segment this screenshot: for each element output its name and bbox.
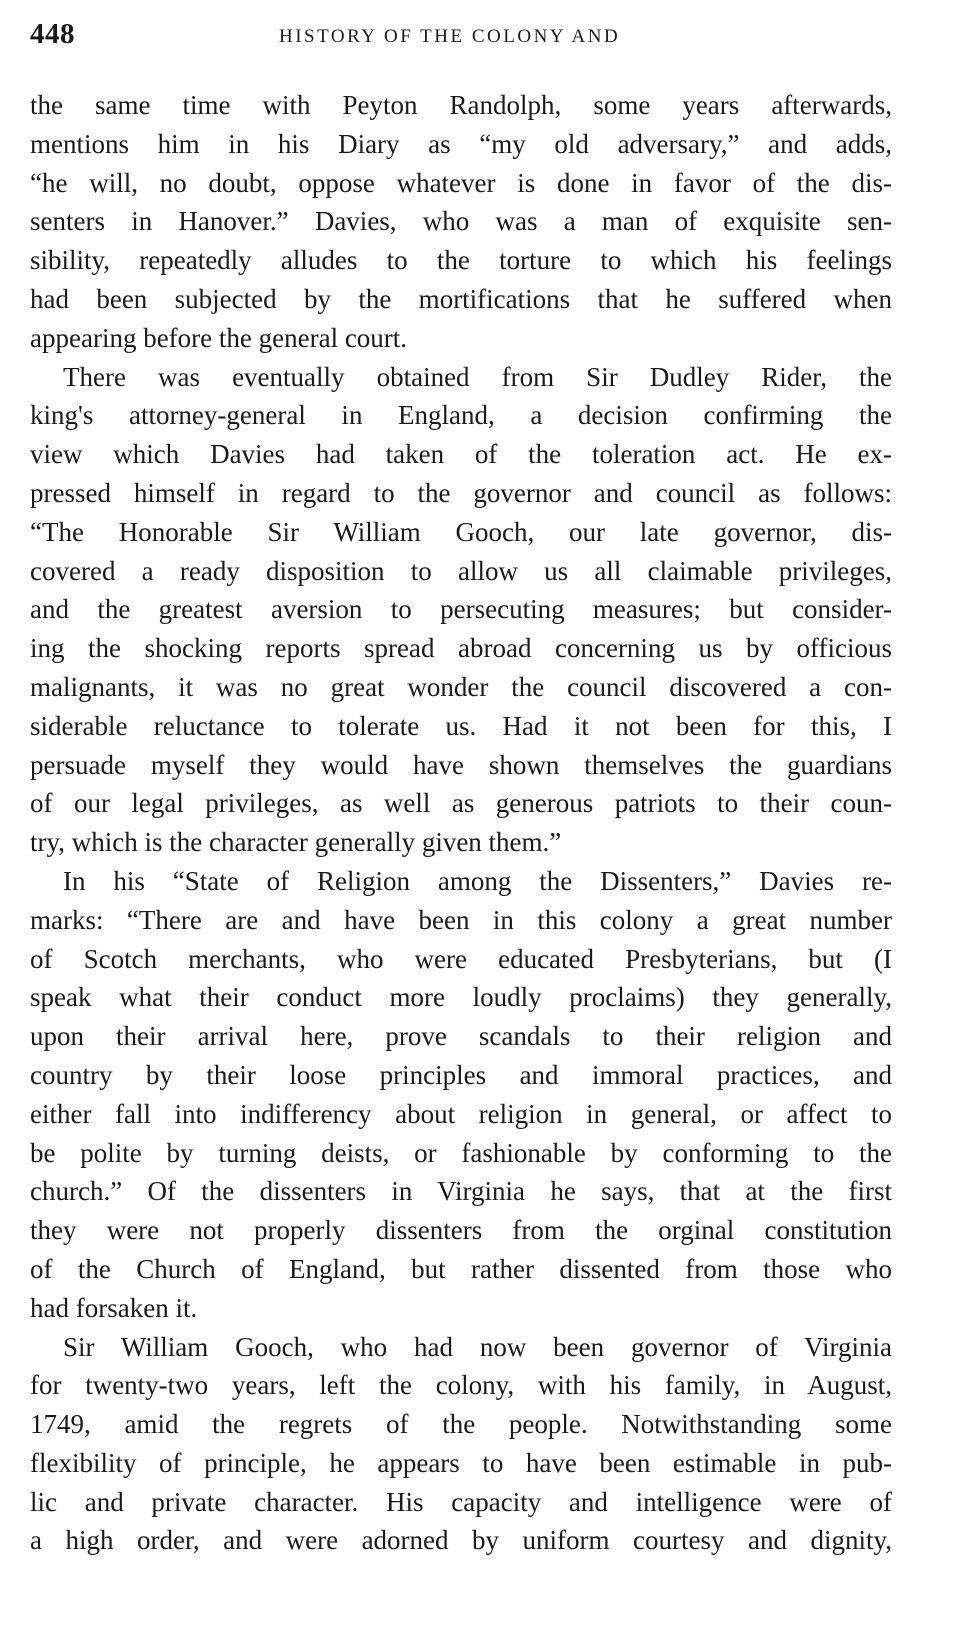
text-line: the same time with Peyton Randolph, some years afterwards,: [30, 90, 892, 120]
paragraph: [30, 358, 892, 862]
text-line: and the greatest aversion to persecuting measures; but consider-: [30, 594, 892, 625]
text-line: mentions him in his Diary as “my old adversary,” and adds,: [30, 128, 892, 159]
paragraph: [30, 86, 892, 358]
text-line: sibility, repeatedly alludes to the torture to which his feelings: [30, 245, 892, 276]
text-line: of the Church of England, but rather dissented from those who: [30, 1253, 892, 1284]
text-line: There was eventually obtained from Sir Dudley Rider, the: [63, 361, 892, 392]
text-line: covered a ready disposition to allow us all claimable privileges,: [30, 555, 892, 586]
text-line: church.” Of the dissenters in Virginia he says, that at the first: [30, 1176, 892, 1207]
text-line: appearing before the general court.: [30, 322, 408, 353]
text-line: a high order, and were adorned by uniform courtesy and dignity,: [30, 1525, 892, 1556]
text-line: pressed himself in regard to the governor and council as follows:: [30, 477, 892, 508]
text-line: persuade myself they would have shown themselves the guardians: [30, 749, 892, 780]
text-line: speak what their conduct more loudly proclaims) they generally,: [30, 982, 892, 1013]
text-line: for twenty-two years, left the colony, with his family, in August,: [30, 1370, 892, 1401]
text-line: 1749, amid the regrets of the people. Notwithstanding some: [30, 1409, 892, 1440]
running-title: HISTORY OF THE COLONY AND: [279, 26, 621, 47]
paragraph: [30, 862, 892, 1328]
text-line: of our legal privileges, as well as generous patriots to their coun-: [30, 788, 892, 819]
text-line: either fall into indifferency about religion in general, or affect to: [30, 1098, 892, 1129]
text-line: had forsaken it.: [30, 1292, 198, 1323]
text-line: In his “State of Religion among the Dissenters,” Davies re-: [63, 865, 892, 896]
text-line: be polite by turning deists, or fashionable by conforming to the: [30, 1137, 892, 1168]
text-line: Sir William Gooch, who had now been governor of Virginia: [63, 1331, 892, 1362]
text-line: flexibility of principle, he appears to have been estimable in pub-: [30, 1447, 892, 1478]
text-line: had been subjected by the mortifications that he suffered when: [30, 283, 892, 314]
text-line: try, which is the character generally given them.”: [30, 827, 562, 858]
page-number: 448: [30, 18, 75, 50]
text-line: senters in Hanover.” Davies, who was a man of exquisite sen-: [30, 206, 892, 237]
text-line: siderable reluctance to tolerate us. Had it not been for this, I: [30, 710, 892, 741]
text-line: ing the shocking reports spread abroad concerning us by officious: [30, 633, 892, 664]
text-line: lic and private character. His capacity and intelligence were of: [30, 1486, 892, 1517]
text-line: marks: “There are and have been in this colony a great number: [30, 904, 892, 935]
text-line: “he will, no doubt, oppose whatever is done in favor of the dis-: [30, 167, 892, 198]
text-line: country by their loose principles and immoral practices, and: [30, 1059, 892, 1090]
text-line: “The Honorable Sir William Gooch, our late governor, dis-: [30, 516, 892, 547]
text-line: upon their arrival here, prove scandals to their religion and: [30, 1021, 892, 1052]
paragraph: [30, 1328, 892, 1561]
text-line: they were not properly dissenters from the orginal constitution: [30, 1215, 892, 1246]
text-line: king's attorney-general in England, a decision confirming the: [30, 400, 892, 431]
body-text: [30, 86, 892, 1560]
text-line: of Scotch merchants, who were educated Presbyterians, but (I: [30, 943, 892, 974]
text-line: malignants, it was no great wonder the council discovered a con-: [30, 671, 892, 702]
text-line: view which Davies had taken of the toleration act. He ex-: [30, 439, 892, 470]
running-head: [30, 16, 925, 56]
